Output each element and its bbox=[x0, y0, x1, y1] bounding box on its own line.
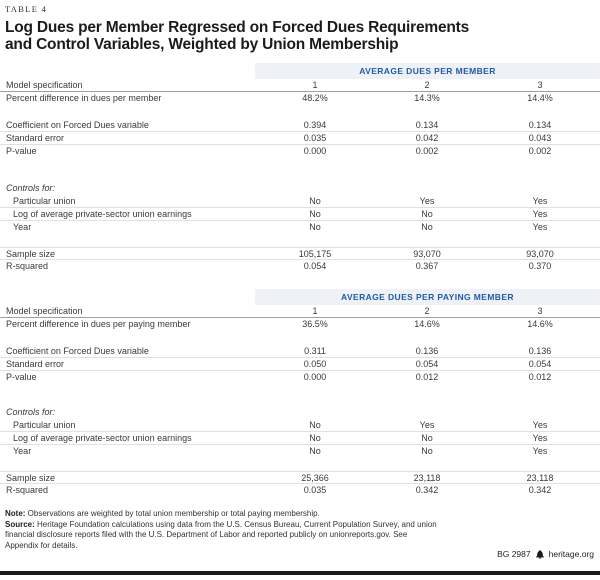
table-row bbox=[0, 484, 600, 497]
row-label: Sample size bbox=[6, 473, 56, 483]
row-label: Particular union bbox=[13, 196, 76, 206]
document-id: BG 2987 bbox=[497, 549, 531, 559]
row-label: Year bbox=[13, 222, 32, 232]
row-label: Model specification bbox=[6, 80, 83, 90]
row-value: Yes bbox=[532, 209, 548, 219]
row-value: 0.054 bbox=[528, 359, 552, 369]
table-title-line-1: Log Dues per Member Regressed on Forced Dues Requirements bbox=[5, 19, 470, 36]
row-value: 0.367 bbox=[415, 261, 439, 271]
row-value: 0.370 bbox=[528, 261, 552, 271]
table-row bbox=[0, 119, 600, 132]
row-value: 0.042 bbox=[415, 133, 439, 143]
table-row bbox=[0, 406, 600, 419]
table-notes bbox=[5, 509, 437, 551]
table-row bbox=[0, 247, 600, 260]
table-row bbox=[0, 195, 600, 208]
row-value: 0.136 bbox=[415, 346, 439, 356]
table-row bbox=[0, 145, 600, 158]
table-title-line-2: and Control Variables, Weighted by Union Membership bbox=[5, 35, 399, 53]
row-value: 1 bbox=[312, 80, 318, 90]
row-label: Model specification bbox=[6, 306, 83, 316]
row-value: 14.6% bbox=[527, 319, 553, 329]
row-value: 3 bbox=[537, 306, 543, 316]
row-label: Coefficient on Forced Dues variable bbox=[6, 120, 149, 130]
bell-icon bbox=[535, 550, 545, 559]
table-row bbox=[0, 305, 600, 318]
row-value: 0.134 bbox=[415, 120, 439, 130]
row-value: 0.134 bbox=[528, 120, 552, 130]
row-value: 0.012 bbox=[528, 372, 552, 382]
row-label: Log of average private-sector union earnings bbox=[13, 209, 192, 219]
row-value: 25,366 bbox=[301, 473, 329, 483]
row-value: Yes bbox=[532, 196, 548, 206]
table-panel bbox=[0, 63, 600, 273]
row-label: Percent difference in dues per paying member bbox=[6, 319, 191, 329]
row-value: No bbox=[309, 433, 321, 443]
source-label: Source: bbox=[5, 519, 35, 529]
panels bbox=[0, 63, 600, 497]
row-value: 0.136 bbox=[528, 346, 552, 356]
row-value: No bbox=[309, 446, 321, 456]
table-row bbox=[0, 132, 600, 145]
row-label: Log of average private-sector union earnings bbox=[13, 433, 192, 443]
row-label: P-value bbox=[6, 372, 37, 382]
row-value: 36.5% bbox=[302, 319, 328, 329]
table-row bbox=[0, 419, 600, 432]
row-label: Year bbox=[13, 446, 32, 456]
row-value: 0.342 bbox=[528, 485, 552, 495]
table-title bbox=[5, 20, 600, 53]
row-value: Yes bbox=[419, 196, 435, 206]
row-value: 2 bbox=[424, 80, 430, 90]
table-row bbox=[0, 345, 600, 358]
row-label: Standard error bbox=[6, 359, 65, 369]
row-value: 14.3% bbox=[414, 93, 440, 103]
table-panel bbox=[0, 289, 600, 497]
row-value: 48.2% bbox=[302, 93, 328, 103]
bottom-rule-bar bbox=[0, 571, 600, 575]
panel-rows bbox=[0, 79, 600, 273]
row-value: 23,118 bbox=[526, 473, 554, 483]
table-row bbox=[0, 432, 600, 445]
publisher-site: heritage.org bbox=[548, 549, 594, 559]
row-value: 1 bbox=[312, 306, 318, 316]
row-value: 0.035 bbox=[303, 133, 327, 143]
note-label: Note: bbox=[5, 509, 26, 518]
row-value: 0.000 bbox=[303, 146, 327, 156]
row-label: Coefficient on Forced Dues variable bbox=[6, 346, 149, 356]
row-value: No bbox=[421, 433, 433, 443]
row-value: Yes bbox=[419, 420, 435, 430]
table-row bbox=[0, 79, 600, 92]
row-value: No bbox=[421, 209, 433, 219]
table-row bbox=[0, 182, 600, 195]
source-line bbox=[5, 520, 437, 552]
row-value: Yes bbox=[532, 446, 548, 456]
column-group-header bbox=[255, 63, 600, 79]
row-value: 0.002 bbox=[528, 146, 552, 156]
row-value: 0.311 bbox=[304, 346, 326, 356]
publication-footer bbox=[497, 549, 594, 559]
table-row bbox=[0, 260, 600, 273]
note-line bbox=[5, 509, 437, 520]
row-label: Particular union bbox=[13, 420, 76, 430]
row-value: Yes bbox=[532, 420, 548, 430]
table-row bbox=[0, 208, 600, 221]
panel-rows bbox=[0, 305, 600, 497]
source-text: Heritage Foundation calculations using data from the U.S. Census Bureau, Current Population Survey, and union financial disclosure reports filed with the U.S. Department of Labor and reported publicly on unionreports.gov. See Appendix for details. bbox=[5, 519, 437, 550]
table-row bbox=[0, 92, 600, 105]
row-value: 0.035 bbox=[303, 485, 327, 495]
row-value: No bbox=[421, 446, 433, 456]
row-label: R-squared bbox=[6, 261, 49, 271]
row-value: 0.394 bbox=[303, 120, 327, 130]
row-label: Standard error bbox=[6, 133, 65, 143]
row-value: 93,070 bbox=[526, 249, 554, 259]
column-group-header bbox=[255, 289, 600, 305]
row-value: 105,175 bbox=[298, 249, 332, 259]
row-value: 14.6% bbox=[414, 319, 440, 329]
row-value: 0.002 bbox=[415, 146, 439, 156]
row-value: No bbox=[421, 222, 433, 232]
row-value: No bbox=[309, 196, 321, 206]
note-text: Observations are weighted by total union membership or total paying membership. bbox=[25, 509, 320, 518]
row-label: Sample size bbox=[6, 249, 56, 259]
row-value: Yes bbox=[532, 433, 548, 443]
table-row bbox=[0, 358, 600, 371]
row-value: Yes bbox=[532, 222, 548, 232]
row-value: 0.012 bbox=[415, 372, 439, 382]
table-row bbox=[0, 371, 600, 384]
row-label: R-squared bbox=[6, 485, 49, 495]
row-value: 0.342 bbox=[415, 485, 439, 495]
row-value: 23,118 bbox=[413, 473, 441, 483]
row-value: No bbox=[309, 222, 321, 232]
column-group-header-label: AVERAGE DUES PER MEMBER bbox=[359, 66, 496, 76]
row-label: Controls for: bbox=[6, 407, 56, 417]
row-value: 0.043 bbox=[528, 133, 552, 143]
row-value: No bbox=[309, 420, 321, 430]
row-label: Controls for: bbox=[6, 183, 56, 193]
row-value: 0.054 bbox=[303, 261, 327, 271]
table-row bbox=[0, 318, 600, 331]
table-row bbox=[0, 471, 600, 484]
row-value: 3 bbox=[537, 80, 543, 90]
row-value: 0.000 bbox=[303, 372, 327, 382]
row-label: Percent difference in dues per member bbox=[6, 93, 162, 103]
row-value: 14.4% bbox=[527, 93, 553, 103]
row-value: No bbox=[309, 209, 321, 219]
column-group-header-label: AVERAGE DUES PER PAYING MEMBER bbox=[341, 292, 514, 302]
row-value: 0.054 bbox=[415, 359, 439, 369]
table-number-tag: TABLE 4 bbox=[5, 4, 48, 14]
row-label: P-value bbox=[6, 146, 37, 156]
row-value: 0.050 bbox=[303, 359, 327, 369]
table-row bbox=[0, 221, 600, 234]
row-value: 2 bbox=[424, 306, 430, 316]
row-value: 93,070 bbox=[413, 249, 441, 259]
table-row bbox=[0, 445, 600, 458]
